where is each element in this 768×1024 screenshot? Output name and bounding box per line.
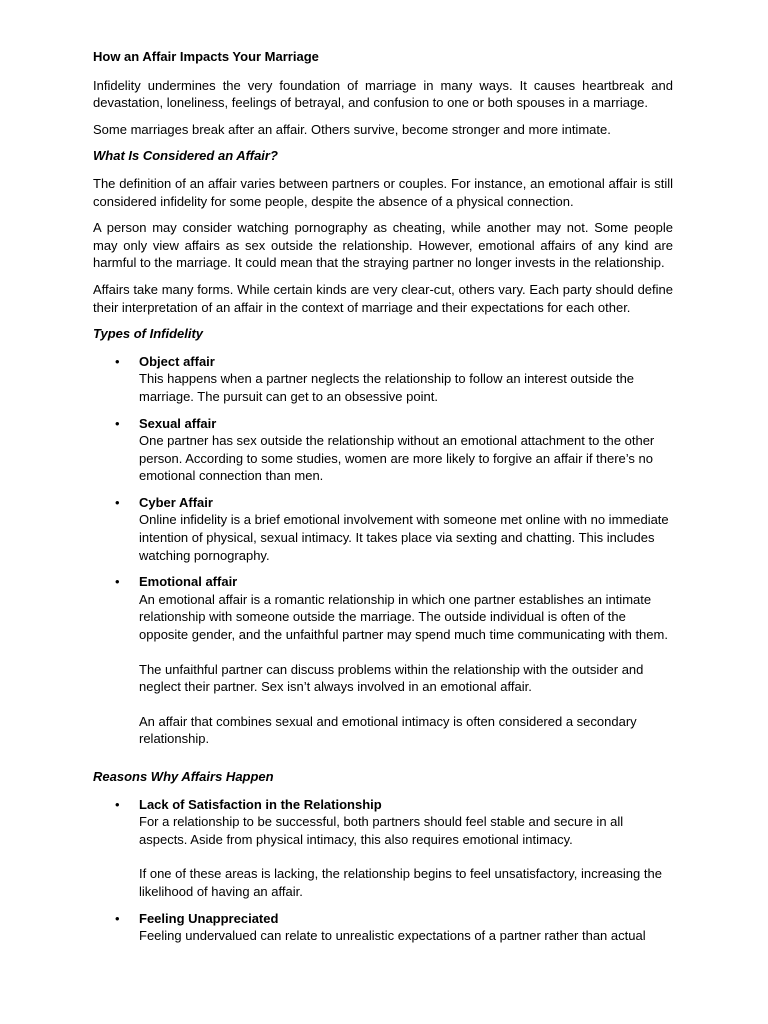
list-item-description: An emotional affair is a romantic relationship in which one partner establishes an intimate relationship with someone outside the marriage. The outside individual is often of the opposite gender, and the unfaithful partner may spend much time communicating with them. bbox=[139, 591, 668, 643]
list-item-description: Online infidelity is a brief emotional involvement with someone met online with no immediate intention of physical, sexual intimacy. It takes place via sexting and chatting. This includes watching pornography. bbox=[139, 512, 669, 563]
bullet-icon: • bbox=[115, 494, 120, 510]
infidelity-types-list bbox=[93, 353, 673, 748]
list-item-term: Lack of Satisfaction in the Relationship bbox=[139, 796, 382, 812]
section-heading-types-of-infidelity: Types of Infidelity bbox=[93, 326, 204, 342]
bullet-icon: • bbox=[115, 353, 120, 369]
document-title: How an Affair Impacts Your Marriage bbox=[93, 49, 319, 64]
list-item-term: Cyber Affair bbox=[139, 494, 213, 510]
list-item bbox=[93, 910, 673, 945]
list-item-description: An affair that combines sexual and emotional intimacy is often considered a secondary relationship. bbox=[139, 713, 637, 747]
list-item-description: Feeling undervalued can relate to unrealistic expectations of a partner rather than actual bbox=[139, 928, 646, 944]
bullet-icon: • bbox=[115, 796, 120, 812]
body-paragraph: The definition of an affair varies between partners or couples. For instance, an emotional affair is still considered infidelity for some people, despite the absence of a physical connection. bbox=[93, 175, 673, 209]
list-item-term: Object affair bbox=[139, 353, 215, 369]
list-item-description: The unfaithful partner can discuss problems within the relationship with the outsider and neglect their partner. Sex isn’t always involved in an emotional affair. bbox=[139, 661, 644, 695]
reasons-list bbox=[93, 796, 673, 945]
list-item-description: This happens when a partner neglects the relationship to follow an interest outside the marriage. The pursuit can get to an obsessive point. bbox=[139, 371, 635, 404]
list-item-term: Feeling Unappreciated bbox=[139, 910, 279, 926]
list-item-description: If one of these areas is lacking, the relationship begins to feel unsatisfactory, increasing the likelihood of having an affair. bbox=[139, 866, 662, 899]
bullet-icon: • bbox=[115, 415, 120, 431]
list-item-term: Emotional affair bbox=[139, 574, 238, 590]
list-item bbox=[93, 796, 673, 901]
bullet-icon: • bbox=[115, 574, 120, 590]
list-item-description: One partner has sex outside the relationship without an emotional attachment to the other person. According to some studies, women are more likely to forgive an affair if there’s no emotional connection than men. bbox=[139, 433, 655, 484]
intro-paragraph-1: Infidelity undermines the very foundation of marriage in many ways. It causes heartbreak and devastation, loneliness, feelings of betrayal, and confusion to one or both spouses in a marriage. bbox=[93, 77, 673, 111]
section-heading-affair-definition: What Is Considered an Affair? bbox=[93, 148, 278, 164]
intro-paragraph-2: Some marriages break after an affair. Others survive, become stronger and more intimate. bbox=[93, 121, 611, 137]
list-item bbox=[93, 573, 673, 748]
list-item bbox=[93, 415, 673, 485]
body-paragraph: A person may consider watching pornography as cheating, while another may not. Some people may only view affairs as sex outside the relationship. However, emotional affairs of any kind are harmful to the marriage. It could mean that the straying partner no longer invests in the relationship. bbox=[93, 220, 673, 271]
list-item-term: Sexual affair bbox=[139, 415, 217, 431]
document-page bbox=[93, 48, 673, 954]
bullet-icon: • bbox=[115, 910, 120, 926]
body-paragraph: Affairs take many forms. While certain kinds are very clear-cut, others vary. Each party should define their interpretation of an affair in the context of marriage and their expectations for each other. bbox=[93, 281, 673, 315]
list-item bbox=[93, 353, 673, 406]
list-item bbox=[93, 494, 673, 564]
list-item-description: For a relationship to be successful, both partners should feel stable and secure in all aspects. Aside from physical intimacy, this also requires emotional intimacy. bbox=[139, 814, 624, 847]
section-heading-reasons: Reasons Why Affairs Happen bbox=[93, 769, 274, 784]
